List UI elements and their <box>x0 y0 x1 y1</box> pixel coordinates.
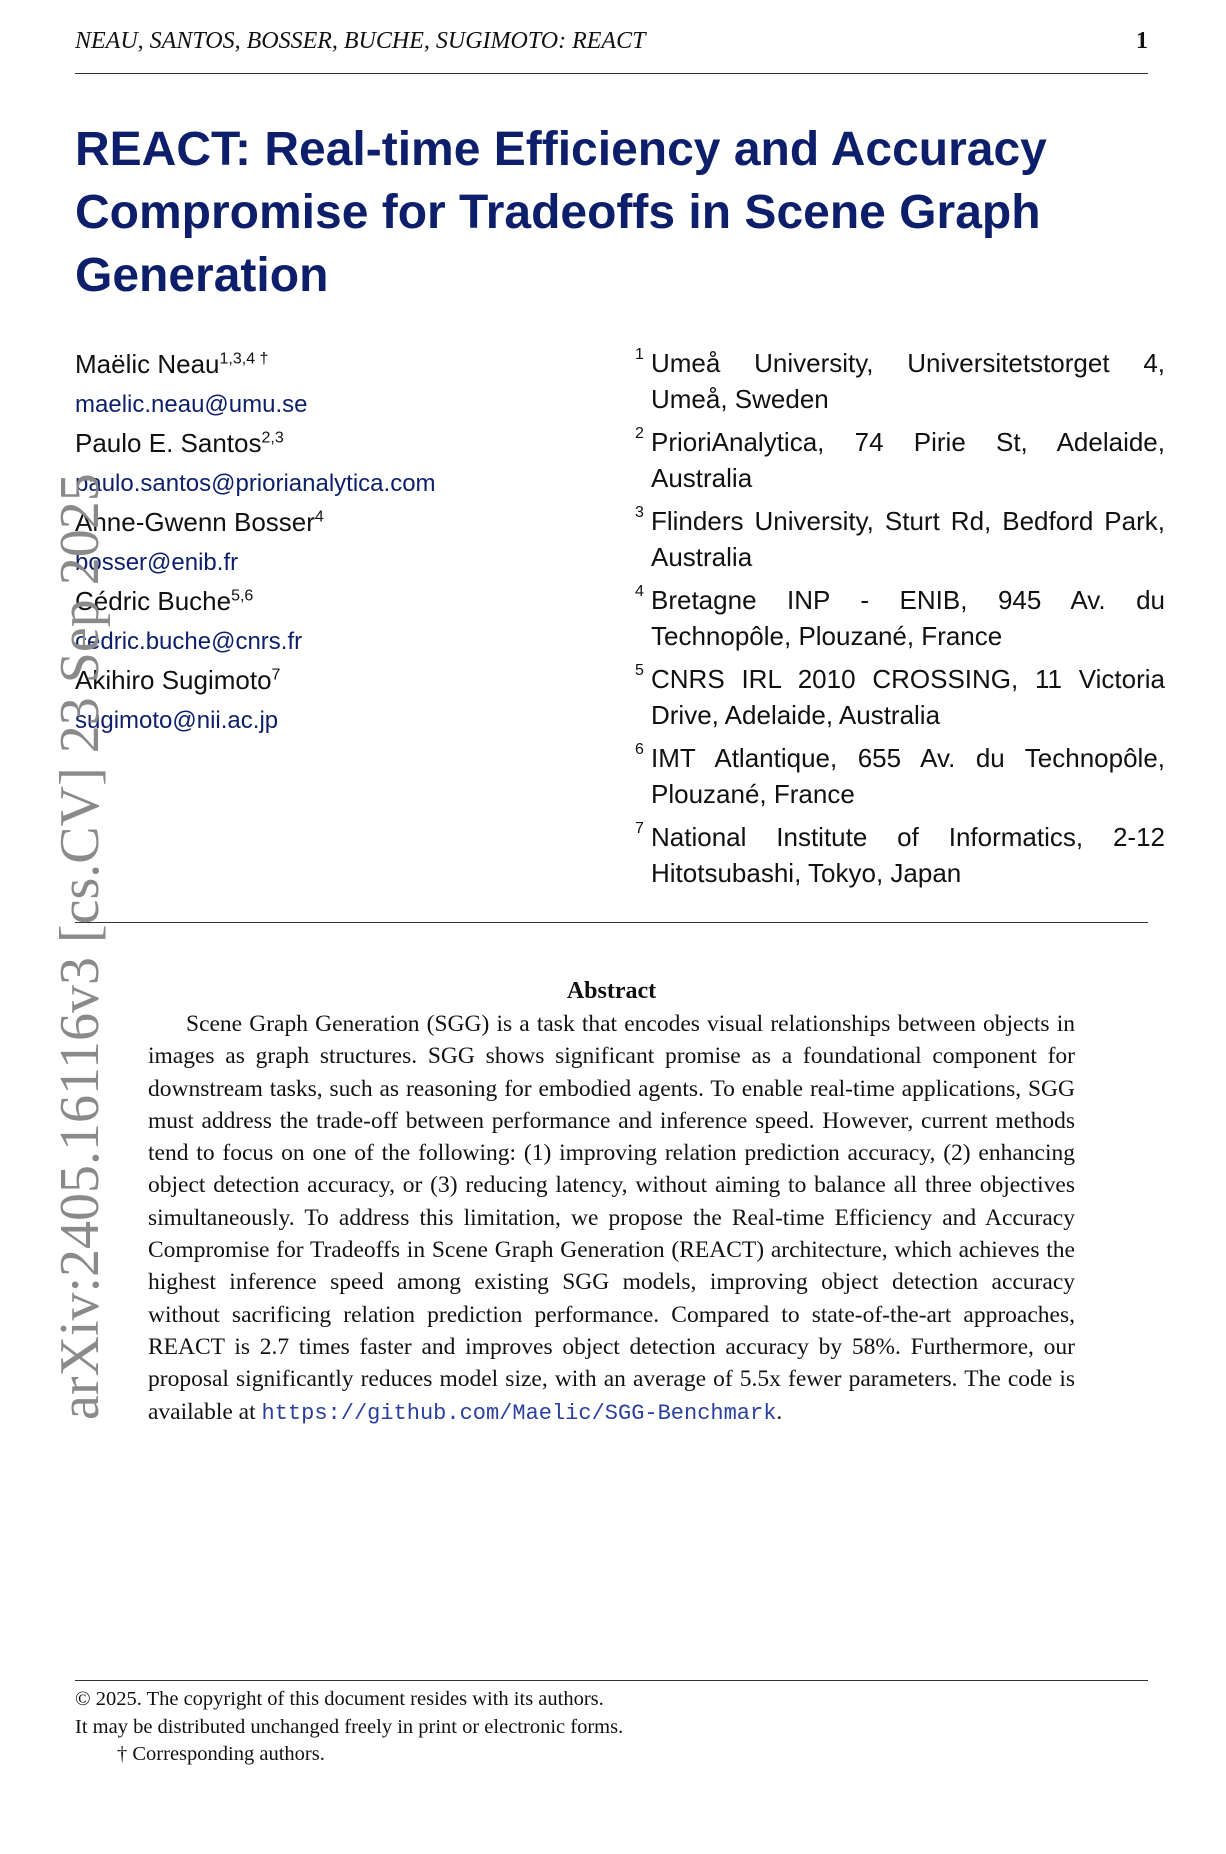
author-name-text: Anne-Gwenn Bosser <box>75 507 315 537</box>
affiliation-item: 5 CNRS IRL 2010 CROSSING, 11 Victoria Drive, Adelaide, Australia <box>635 662 1165 730</box>
running-title: NEAU, SANTOS, BOSSER, BUCHE, SUGIMOTO: REACT <box>75 28 646 54</box>
author-email[interactable]: sugimoto@nii.ac.jp <box>75 706 279 734</box>
arxiv-stamp: arXiv:2405.16116v3 [cs.CV] 23 Sep 2025 <box>49 473 111 1420</box>
abstract-body: Scene Graph Generation (SGG) is a task that encodes visual relationships between objects in images as graph structures. SGG shows significant promise as a foundational component for downstream tasks, such as reasoning for embodied agents. To enable real-time applications, SGG must address the trade-off between performance and inference speed. However, current methods tend to focus on one of the following: (1) improving relation prediction accuracy, (2) enhancing object detection accuracy, or (3) reducing latency, without aiming to balance all three objectives simultaneously. To address this limitation, we propose the Real-time Efficiency and Accuracy Compromise for Tradeoffs in Scene Graph Generation (REACT) architecture, which achieves the highest inference speed among existing SGG models, improving object detection accuracy without sacrificing relation prediction performance. Compared to state-of-the-art approaches, REACT is 2.7 times faster and improves object detection accuracy by 58%. Furthermore, our proposal significantly reduces model size, with an average of 5.5x fewer parameters. The code is available at <box>148 1011 1075 1425</box>
author-affiliation-marks: 7 <box>271 666 281 684</box>
affiliation-item: 2 PrioriAnalytica, 74 Pirie St, Adelaide, Australia <box>635 425 1165 493</box>
distribution-line: It may be distributed unchanged freely in print or electronic forms. <box>75 1715 624 1738</box>
affiliation-text: Bretagne INP - ENIB, 945 Av. du Technopôle, Plouzané, France <box>651 585 1165 651</box>
affiliation-item: 1 Umeå University, Universitetstorget 4, Umeå, Sweden <box>635 346 1165 414</box>
author-email[interactable]: maelic.neau@umu.se <box>75 390 308 418</box>
header-rule <box>75 73 1148 74</box>
abstract-end: . <box>776 1398 783 1425</box>
abstract-text <box>148 1008 1075 1430</box>
affiliation-item: 3 Flinders University, Sturt Rd, Bedford Park, Australia <box>635 504 1165 572</box>
paper-title: REACT: Real-time Efficiency and Accuracy Compromise for Tradeoffs in Scene Graph Generation <box>75 123 1047 302</box>
affiliation-text: Flinders University, Sturt Rd, Bedford Park, Australia <box>651 506 1165 572</box>
author-affiliation-marks: 2,3 <box>261 429 284 447</box>
abstract-heading: Abstract <box>566 978 657 1004</box>
corresponding-note: † Corresponding authors. <box>117 1743 325 1765</box>
affiliation-text: PrioriAnalytica, 74 Pirie St, Adelaide, Australia <box>651 427 1165 493</box>
affiliation-list <box>635 345 1165 898</box>
affiliation-text: National Institute of Informatics, 2-12 Hitotsubashi, Tokyo, Japan <box>651 822 1165 888</box>
author-affiliation-marks: 4 <box>314 508 324 526</box>
author-email[interactable]: bosser@enib.fr <box>75 548 239 576</box>
footer-rule <box>75 1680 1148 1681</box>
running-header <box>75 28 1148 55</box>
author-affiliation-marks: 5,6 <box>231 587 254 605</box>
author-name <box>75 661 595 701</box>
author-email[interactable]: cedric.buche@cnrs.fr <box>75 627 303 655</box>
author-name-text: Cédric Buche <box>75 586 232 616</box>
affiliation-text: Umeå University, Universitetstorget 4, Umeå, Sweden <box>651 348 1165 414</box>
author-list <box>75 345 595 740</box>
author-name <box>75 503 595 543</box>
affiliation-item: 6 IMT Atlantique, 655 Av. du Technopôle, Plouzané, France <box>635 741 1165 809</box>
affiliation-text: CNRS IRL 2010 CROSSING, 11 Victoria Drive, Adelaide, Australia <box>651 664 1165 730</box>
author-affiliation-marks: 1,3,4 † <box>219 350 269 368</box>
author-name <box>75 345 595 385</box>
affiliation-text: IMT Atlantique, 655 Av. du Technopôle, Plouzané, France <box>651 743 1165 809</box>
author-name-text: Maëlic Neau <box>75 349 220 379</box>
section-rule <box>75 922 1148 923</box>
affiliation-item: 4 Bretagne INP - ENIB, 945 Av. du Technopôle, Plouzané, France <box>635 583 1165 651</box>
code-link[interactable]: https://github.com/Maelic/SGG-Benchmark <box>261 1400 777 1426</box>
author-name <box>75 424 595 464</box>
affiliation-item: 7 National Institute of Informatics, 2-12 Hitotsubashi, Tokyo, Japan <box>635 820 1165 888</box>
footer <box>75 1686 623 1769</box>
page-number: 1 <box>1136 28 1148 54</box>
author-name <box>75 582 595 622</box>
author-name-text: Paulo E. Santos <box>75 428 262 458</box>
copyright-line: © 2025. The copyright of this document resides with its authors. <box>75 1688 604 1710</box>
author-email[interactable]: paulo.santos@priorianalytica.com <box>75 469 436 497</box>
author-name-text: Akihiro Sugimoto <box>75 665 272 695</box>
